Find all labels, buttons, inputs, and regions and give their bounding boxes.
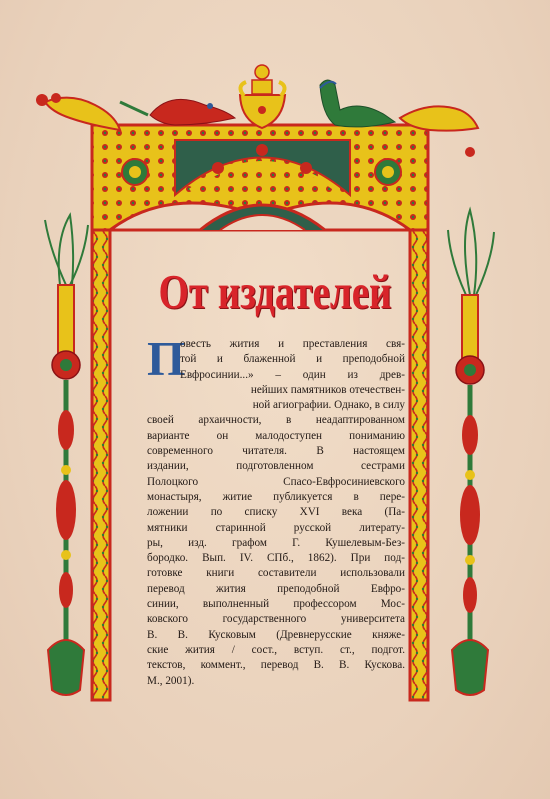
text-line: ной агиографии. Однако, в силу — [252, 399, 405, 412]
left-ornament-tail — [36, 93, 120, 130]
text-line: мятники старинной русской литерату- — [147, 521, 405, 534]
text-line: варианте он малодоступен пониманию — [147, 429, 405, 442]
text-line: той и блаженной и преподобной — [180, 353, 405, 366]
arch-lintel — [92, 125, 428, 230]
right-bird — [320, 80, 395, 127]
text-line: М., 2001). — [147, 674, 195, 687]
text-line: бородко. Вып. IV. СПб., 1862). При под- — [147, 552, 405, 565]
text-line: ложении по списку XVI века (Па- — [147, 506, 405, 519]
crown-vase — [240, 65, 285, 128]
text-line: синии, выполненный профессором Мос- — [147, 598, 405, 611]
drop-cap: П — [147, 331, 186, 386]
text-line: своей архаичности, в неадаптированном — [147, 414, 405, 427]
text-line: ковского государственного университета — [147, 613, 405, 626]
text-line: готовке книги составители использовали — [147, 567, 405, 580]
text-line: текстов, коммент., перевод В. В. Кускова. — [147, 659, 405, 672]
text-line: В. В. Кусковым (Древнерусские княже- — [147, 628, 405, 641]
text-line: перевод жития преподобной Евфро- — [147, 582, 405, 595]
text-line: Полоцкого Спасо-Евфросиниевского — [147, 475, 405, 488]
right-flower-column — [448, 210, 494, 695]
text-line: овесть жития и преставления свя- — [180, 338, 405, 350]
text-line: ские жития / сост., вступ. ст., подгот. — [147, 643, 405, 656]
text-line: нейших памятников отечествен- — [250, 383, 405, 396]
text-line: ры, изд. графом Г. Кушелевым-Без- — [147, 536, 405, 549]
page-title: От издателей — [158, 265, 392, 319]
text-line: современного читателя. В настоящем — [147, 445, 405, 458]
text-line: Евфросинии...» – один из древ- — [180, 368, 405, 381]
left-flower-column — [45, 215, 88, 695]
text-line: монастыря, житие публикуется в пере- — [147, 490, 405, 503]
body-text — [147, 331, 405, 689]
left-bird — [120, 99, 235, 125]
text-line: издании, подготовленном сестрами — [147, 460, 405, 473]
